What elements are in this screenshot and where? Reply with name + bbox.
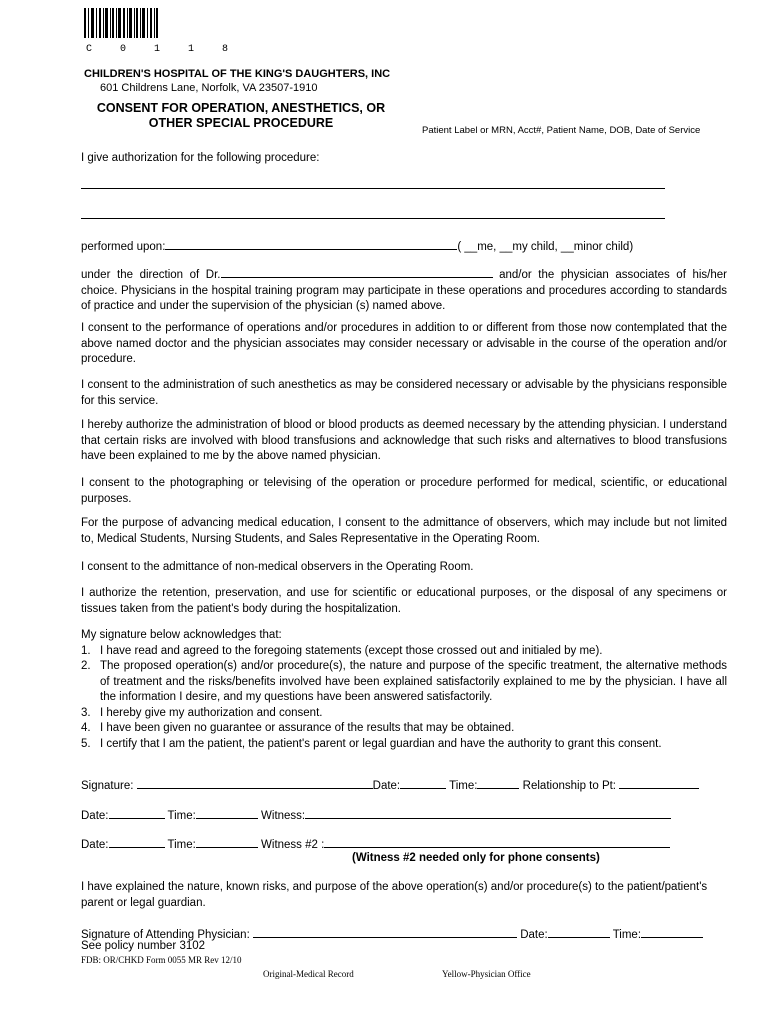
relationship-field[interactable] bbox=[619, 776, 699, 789]
witness-time-label: Time: bbox=[167, 810, 196, 822]
physician-signature-label: Signature of Attending Physician: bbox=[81, 929, 250, 941]
acknowledgement-list bbox=[81, 644, 727, 753]
form-code: C 0 1 1 8 bbox=[86, 44, 240, 55]
signature-row bbox=[81, 776, 727, 792]
direction-rest: choice. Physicians in the hospital training program may participate in these operations and procedures according to standards of practice and under the supervision of the physician (s) named above. bbox=[81, 284, 727, 312]
patient-label-area: Patient Label or MRN, Acct#, Patient Name, DOB, Date of Service bbox=[422, 125, 701, 136]
consent-paragraph: I consent to the administration of such anesthetics as may be considered necessary or advisable by the physicians responsible for this service. bbox=[81, 379, 727, 407]
signature-date-field[interactable] bbox=[400, 776, 446, 789]
physician-time-field[interactable] bbox=[641, 925, 703, 938]
witness2-note: (Witness #2 needed only for phone consents) bbox=[352, 852, 600, 864]
performed-upon-blank[interactable] bbox=[165, 237, 457, 250]
consent-paragraph: I hereby authorize the administration of blood or blood products as deemed necessary by the attending physician. I understand that certain risks are involved with blood transfusions and acknowledge that such risks and alternatives to blood transfusions have been explained to me by the above named physician. bbox=[81, 419, 727, 462]
witness-row bbox=[81, 806, 727, 822]
witness-field[interactable] bbox=[305, 806, 671, 819]
performed-upon-options[interactable]: ( __me, __my child, __minor child) bbox=[457, 241, 634, 253]
list-item: 4. I have been given no guarantee or assurance of the results that may be obtained. bbox=[81, 722, 515, 734]
physician-date-field[interactable] bbox=[548, 925, 610, 938]
consent-paragraph: I consent to the admittance of non-medical observers in the Operating Room. bbox=[81, 561, 474, 573]
witness-date-field[interactable] bbox=[109, 806, 165, 819]
acknowledgement-section bbox=[81, 628, 727, 752]
witness-label: Witness: bbox=[261, 810, 306, 822]
form-title bbox=[84, 101, 398, 131]
physician-signature-row bbox=[81, 925, 727, 941]
form-info: FDB: OR/CHKD Form 0055 MR Rev 12/10 bbox=[81, 955, 242, 965]
direction-paragraph bbox=[81, 265, 727, 315]
witness2-date-field[interactable] bbox=[109, 835, 165, 848]
physician-time-label: Time: bbox=[612, 929, 642, 941]
hospital-address: 601 Childrens Lane, Norfolk, VA 23507-1910 bbox=[100, 82, 318, 94]
physician-signature-field[interactable] bbox=[253, 925, 517, 938]
list-item: 2. The proposed operation(s) and/or procedure(s), the nature and purpose of the specific treatment, the alternative methods of treatment and the risks/benefits involved have been explained satisfactorily explained to me by the physician. I have all the information I desire, and my questions have been answered satisfactorily. bbox=[81, 660, 727, 703]
witness2-time-field[interactable] bbox=[196, 835, 258, 848]
signature-date-label: Date: bbox=[372, 780, 401, 792]
procedure-blank-line-1[interactable] bbox=[81, 188, 665, 189]
direction-prefix: under the direction of Dr. bbox=[81, 269, 221, 281]
performed-upon-label: performed upon: bbox=[81, 241, 166, 253]
witness-date-label: Date: bbox=[81, 810, 109, 822]
performed-upon-row bbox=[81, 237, 727, 253]
signature-time-label: Time: bbox=[449, 780, 478, 792]
list-item: 5. I certify that I am the patient, the patient's parent or legal guardian and have the authority to grant this consent. bbox=[81, 737, 662, 750]
consent-paragraph: For the purpose of advancing medical education, I consent to the admittance of observers, which may include but not limited to, Medical Students, Nursing Students, and Sales Representative in the Operating Room. bbox=[81, 517, 727, 545]
witness2-date-label: Date: bbox=[81, 839, 109, 851]
consent-paragraph: I consent to the performance of operations and/or procedures in addition to or different from those now contemplated that the above named doctor and the physician associates may consider necessary or advisable in the course of the operation and/or procedure. bbox=[81, 322, 727, 365]
hospital-name: CHILDREN'S HOSPITAL OF THE KING'S DAUGHTERS, INC bbox=[84, 68, 391, 80]
witness2-field[interactable] bbox=[324, 835, 670, 848]
consent-paragraph: I consent to the photographing or televising of the operation or procedure performed for medical, scientific, or educational purposes. bbox=[81, 477, 727, 505]
physician-statement: I have explained the nature, known risks, and purpose of the above operation(s) and/or procedure(s) to the patient/patient's parent or legal guardian. bbox=[81, 881, 708, 909]
list-item: 3. I hereby give my authorization and consent. bbox=[81, 706, 323, 719]
copy-yellow: Yellow-Physician Office bbox=[442, 969, 531, 979]
witness2-time-label: Time: bbox=[167, 839, 196, 851]
copy-original: Original-Medical Record bbox=[263, 969, 354, 979]
policy-reference: See policy number 3102 bbox=[81, 940, 206, 952]
list-item: 1. I have read and agreed to the foregoing statements (except those crossed out and initialed by me). bbox=[81, 644, 603, 657]
signature-label: Signature: bbox=[81, 780, 134, 792]
form-title-line1: CONSENT FOR OPERATION, ANESTHETICS, OR bbox=[96, 101, 386, 115]
signature-time-field[interactable] bbox=[477, 776, 519, 789]
relationship-label: Relationship to Pt: bbox=[522, 780, 617, 792]
witness2-label: Witness #2 : bbox=[261, 839, 325, 851]
acknowledgement-intro: My signature below acknowledges that: bbox=[81, 629, 282, 641]
procedure-blank-line-2[interactable] bbox=[81, 218, 665, 219]
form-title-line2: OTHER SPECIAL PROCEDURE bbox=[148, 116, 334, 130]
barcode bbox=[84, 8, 158, 38]
direction-suffix: and/or the physician associates of his/her bbox=[499, 269, 727, 281]
witness2-row bbox=[81, 835, 727, 851]
procedure-intro: I give authorization for the following procedure: bbox=[81, 152, 320, 164]
witness-time-field[interactable] bbox=[196, 806, 258, 819]
physician-date-label: Date: bbox=[520, 929, 548, 941]
consent-paragraph: I authorize the retention, preservation, and use for scientific or educational purposes, or the disposal of any specimens or tissues taken from the patient's body during the hospitalization. bbox=[81, 587, 727, 615]
signature-field[interactable] bbox=[137, 776, 373, 789]
doctor-name-blank[interactable] bbox=[221, 265, 493, 278]
